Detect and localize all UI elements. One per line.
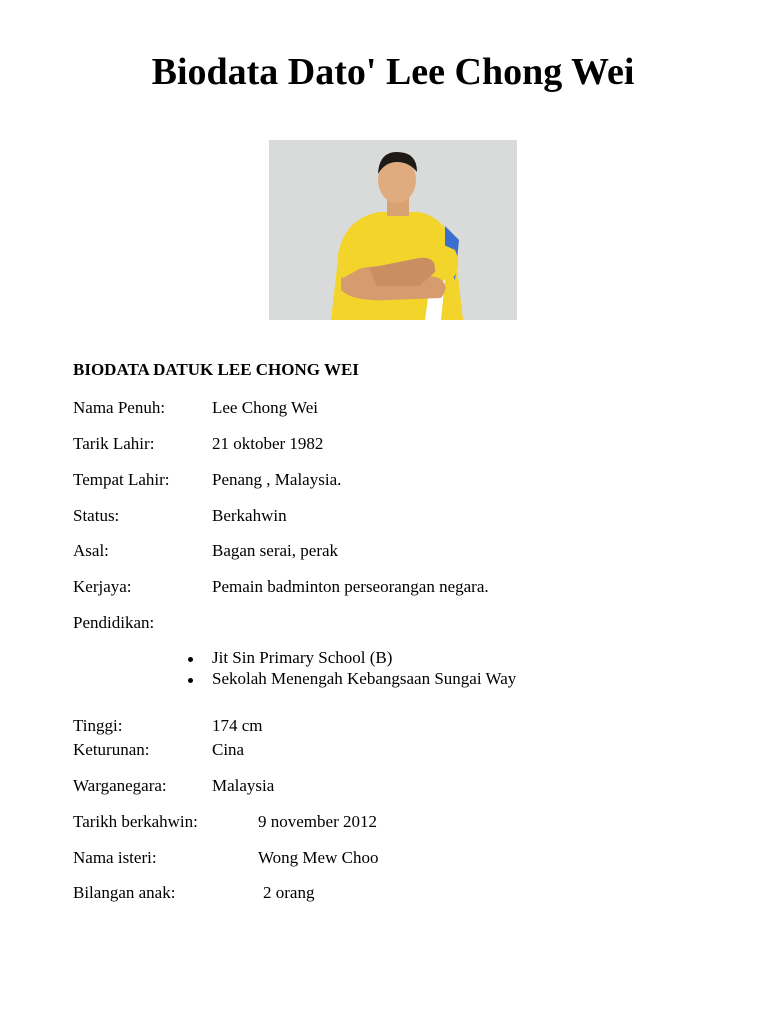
field-label: Asal:: [73, 541, 109, 560]
field-label: Tempat Lahir:: [73, 470, 170, 489]
field-label: Keturunan:: [73, 740, 150, 759]
field-value: Wong Mew Choo: [258, 848, 379, 867]
field-label: Tarikh berkahwin:: [73, 812, 198, 831]
field-value: Penang , Malaysia.: [212, 470, 342, 489]
field-label: Tarik Lahir:: [73, 434, 155, 453]
field-label: Kerjaya:: [73, 577, 132, 596]
list-item: [73, 669, 516, 690]
athlete-portrait-illustration: [269, 140, 517, 320]
field-value: Malaysia: [212, 776, 275, 795]
field-label: Nama isteri:: [73, 848, 157, 867]
bullet-icon: [188, 657, 193, 662]
field-value: 2 orang: [263, 883, 315, 902]
field-value: Berkahwin: [212, 506, 287, 525]
portrait-photo: [269, 140, 517, 320]
list-item: [73, 648, 516, 669]
section-heading: BIODATA DATUK LEE CHONG WEI: [73, 360, 359, 379]
bullet-icon: [188, 678, 193, 683]
field-label: Nama Penuh:: [73, 398, 166, 417]
field-label: Pendidikan:: [73, 613, 155, 632]
education-item: Sekolah Menengah Kebangsaan Sungai Way: [212, 669, 517, 688]
document-title: Biodata Dato' Lee Chong Wei: [151, 51, 635, 93]
field-value: Cina: [212, 740, 245, 759]
field-label: Tinggi:: [73, 716, 123, 735]
field-value: 9 november 2012: [258, 812, 377, 831]
field-label: Status:: [73, 506, 120, 525]
field-value: Pemain badminton perseorangan negara.: [212, 577, 489, 596]
education-item: Jit Sin Primary School (B): [212, 648, 393, 667]
field-value: Bagan serai, perak: [212, 541, 339, 560]
field-value: Lee Chong Wei: [212, 398, 318, 417]
education-list: [73, 648, 516, 690]
field-value: 21 oktober 1982: [212, 434, 324, 453]
field-label: Bilangan anak:: [73, 883, 176, 902]
field-label: Warganegara:: [73, 776, 167, 795]
field-value: 174 cm: [212, 716, 263, 735]
